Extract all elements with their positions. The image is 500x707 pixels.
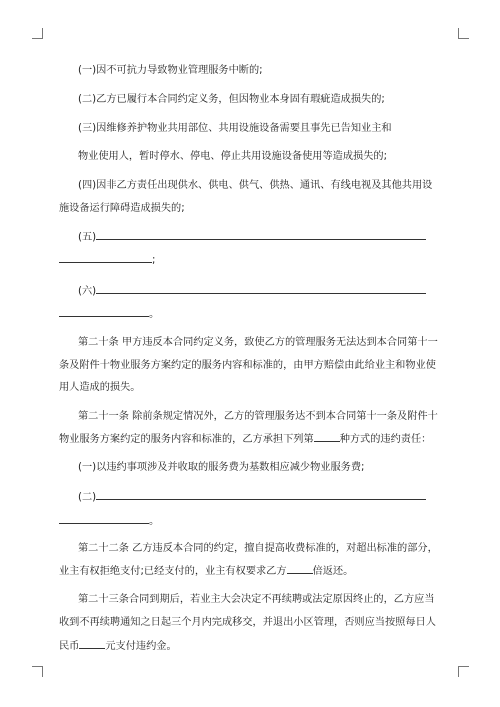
text-line: 用人造成的损失。 xyxy=(59,382,141,393)
text-line: (二)乙方已履行本合同约定义务，但因物业本身固有瑕疵造成损失的; xyxy=(78,94,385,105)
blank-clause-5 xyxy=(78,230,426,245)
text-line: 收到不再续聘通知之日起三个月内完成移交，并退出小区管理，否则应当按照每日人 xyxy=(59,617,436,628)
clause-label: (二) xyxy=(78,492,97,503)
text-line: 物业使用人，暂时停水、停电、停止共用设施设备使用等造成损失的; xyxy=(78,151,388,162)
blank-continuation: ; xyxy=(59,253,155,268)
text-line: (一)因不可抗力导致物业管理服务中断的; xyxy=(78,65,263,76)
text-line: (一)以违约事项涉及并收取的服务费为基数相应减少物业服务费; xyxy=(78,462,365,473)
crop-mark-top-left xyxy=(32,28,43,39)
fill-in-blank[interactable] xyxy=(59,514,149,524)
fill-in-blank[interactable] xyxy=(314,432,340,442)
text-line-with-blank: 民币 元支付违约金。 xyxy=(59,641,177,652)
fill-in-blank[interactable] xyxy=(96,284,426,294)
crop-mark-bottom-left xyxy=(32,666,43,677)
text-line: 第二十条 甲方违反本合同约定义务，致使乙方的管理服务无法达到本合同第十一 xyxy=(78,337,438,348)
blank-clause-2 xyxy=(78,490,426,505)
text-line: 施设备运行障碍造成损失的; xyxy=(59,203,185,214)
text-line-with-blank: 物业服务方案约定的服务内容和标准的，乙方承担下列第 种方式的违约责任： xyxy=(59,434,432,445)
crop-mark-top-right xyxy=(458,28,469,39)
text-line: (四)因非乙方责任出现供水、供电、供气、供热、通讯、有线电视及其他共用设 xyxy=(78,180,433,191)
crop-mark-bottom-right xyxy=(458,666,469,677)
text-line: (三)因维修养护物业共用部位、共用设施设备需要且事先已告知业主和 xyxy=(78,123,392,134)
fill-in-blank[interactable] xyxy=(79,639,105,649)
fill-in-blank[interactable] xyxy=(59,253,152,263)
blank-continuation: 。 xyxy=(59,514,159,529)
fill-in-blank[interactable] xyxy=(59,307,149,317)
fill-in-blank[interactable] xyxy=(96,230,426,240)
blank-continuation: 。 xyxy=(59,307,159,322)
text-line: 条及附件十物业服务方案约定的服务内容和标准的，由甲方赔偿由此给业主和物业使 xyxy=(59,360,436,371)
clause-label: (五) xyxy=(78,232,97,243)
blank-clause-6 xyxy=(78,284,426,299)
text-line: 第二十二条 乙方违反本合同的约定，擅自提高收费标准的，对超出标准的部分， xyxy=(78,543,438,554)
fill-in-blank[interactable] xyxy=(96,490,426,500)
fill-in-blank[interactable] xyxy=(287,564,313,574)
clause-label: (六) xyxy=(78,286,97,297)
text-line: 第二十三条合同到期后，若业主大会决定不再续聘或法定原因终止的，乙方应当 xyxy=(78,594,435,605)
text-line-with-blank: 业主有权拒绝支付;已经支付的，业主有权要求乙方 倍返还。 xyxy=(59,566,354,577)
text-line: 第二十一条 除前条规定情况外，乙方的管理服务达不到本合同第十一条及附件十 xyxy=(78,411,438,422)
